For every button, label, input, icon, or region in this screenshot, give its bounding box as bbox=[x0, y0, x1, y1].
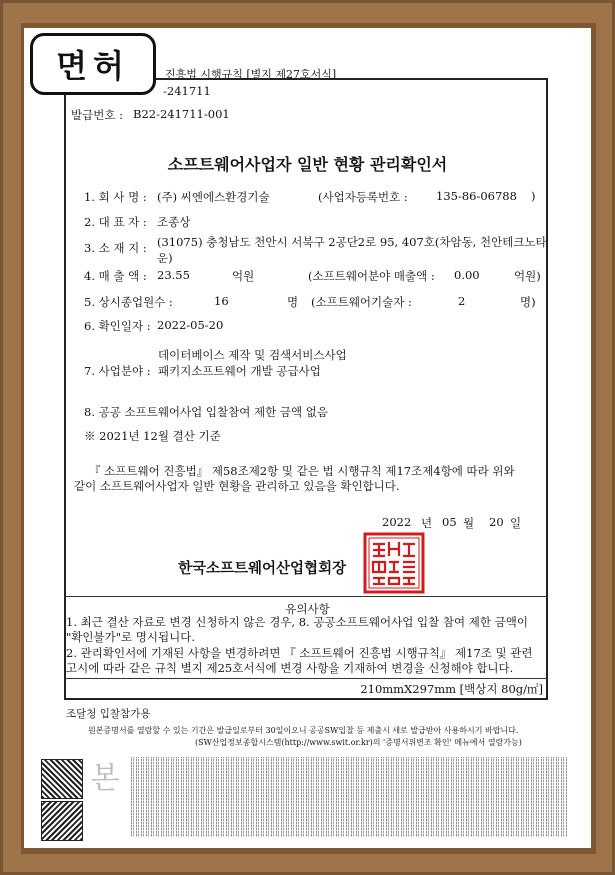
issue-day: 20 bbox=[489, 515, 504, 529]
issue-day-unit: 일 bbox=[510, 516, 522, 530]
address-line2: 운) bbox=[157, 251, 173, 265]
ceo-name: 조종상 bbox=[157, 215, 191, 229]
sw-sales-value: 0.00 bbox=[454, 268, 480, 282]
business-field-label: 7. 사업분야 : bbox=[84, 364, 151, 378]
note-2b: 고시에 따라 같은 규칙 별지 제25호서식에 변경 사항을 기재하여 변경을 신청해야 합니다. bbox=[66, 661, 514, 675]
confirm-date: 2022-05-20 bbox=[157, 318, 224, 332]
official-seal-icon bbox=[363, 532, 425, 594]
statement-line1: 『 소프트웨어 진흥법』 제58조제2항 및 같은 법 시행규칙 제17조제4항에 따라 위와 bbox=[89, 464, 515, 478]
confirm-date-label: 6. 확인일자 : bbox=[84, 319, 151, 333]
sw-engineers-label: (소프트웨어기술자 : bbox=[311, 295, 412, 309]
footer-notice-2: (SW산업정보종합시스템(http://www.swit.or.kr)의 '증명서위변조 확인' 메뉴에서 열람가능) bbox=[195, 738, 522, 747]
sw-engineers-unit: 명) bbox=[520, 295, 536, 309]
company-label: 1. 회 사 명 : bbox=[84, 190, 147, 204]
notes-title: 유의사항 bbox=[285, 602, 330, 616]
size-separator bbox=[64, 678, 548, 679]
paper-size: 210mmX297mm [백상지 80g/㎡] bbox=[360, 682, 543, 696]
notes-separator bbox=[64, 596, 548, 597]
statement-line2: 같이 소프트웨어사업자 일반 현황을 관리하고 있음을 확인합니다. bbox=[74, 479, 400, 493]
employees-value: 16 bbox=[214, 294, 229, 308]
sw-engineers-value: 2 bbox=[458, 294, 466, 308]
license-badge: 면허 bbox=[30, 33, 156, 95]
regulation-header: 진흥법 시행규칙 [별지 제27호서식] bbox=[165, 68, 337, 81]
issue-year-unit: 년 bbox=[421, 516, 433, 530]
doc-number: -241711 bbox=[163, 84, 211, 98]
bizno: 135-86-06788 bbox=[436, 189, 517, 203]
note-1a: 1. 최근 결산 자료로 변경 신청하지 않은 경우, 8. 공공소프트웨어사업 입찰 참여 제한 금액이 bbox=[66, 615, 528, 629]
qr-code-icon bbox=[41, 759, 83, 799]
business-field-2: 패키지소프트웨어 개발 공급사업 bbox=[158, 364, 321, 378]
issue-number-label: 발급번호 : bbox=[71, 108, 123, 122]
sales-unit: 억원 bbox=[232, 269, 255, 283]
purpose: 조달청 입찰참가용 bbox=[66, 708, 151, 720]
address-label: 3. 소 재 지 : bbox=[84, 241, 147, 255]
employees-label: 5. 상시종업원수 : bbox=[84, 295, 173, 309]
bid-limit: 8. 공공 소프트웨어사업 입찰참여 제한 금액 없음 bbox=[84, 405, 328, 419]
note-1b: "확인불가"로 명시됩니다. bbox=[66, 630, 195, 644]
qr-code-icon-2 bbox=[41, 801, 83, 841]
barcode-overlay bbox=[131, 757, 567, 837]
address-line1: (31075) 충청남도 천안시 서북구 2공단2로 95, 407호(차암동, 천안테크노타 bbox=[157, 235, 547, 249]
document-title: 소프트웨어사업자 일반 현황 관리확인서 bbox=[167, 155, 448, 174]
company-name: (주) 씨엔에스환경기술 bbox=[157, 190, 270, 204]
bizno-close: ) bbox=[531, 189, 536, 203]
issue-month: 05 bbox=[442, 515, 457, 529]
ceo-label: 2. 대 표 자 : bbox=[84, 215, 147, 229]
business-field-1: 데이터베이스 제작 및 검색서비스사업 bbox=[158, 348, 347, 362]
bizno-label: (사업자등록번호 : bbox=[318, 190, 408, 204]
sw-sales-label: (소프트웨어분야 매출액 : bbox=[308, 269, 435, 283]
sales-value: 23.55 bbox=[157, 268, 190, 282]
settlement-basis: ※ 2021년 12월 결산 기준 bbox=[84, 429, 221, 443]
sales-label: 4. 매 출 액 : bbox=[84, 269, 147, 283]
footer-notice-1: 원본증명서를 열람할 수 있는 기간은 발급일로부터 30일이오니 공공SW입찰 등 제출시 새로 발급받아 사용하시기 바랍니다. bbox=[88, 726, 519, 735]
issue-year: 2022 bbox=[382, 515, 412, 529]
employees-unit: 명 bbox=[287, 295, 299, 309]
watermark-icon: 본 bbox=[90, 761, 120, 796]
issue-month-unit: 월 bbox=[463, 516, 475, 530]
issuer-name: 한국소프트웨어산업협회장 bbox=[178, 560, 347, 577]
note-2a: 2. 관리확인서에 기재된 사항을 변경하려면 『 소프트웨어 진흥법 시행규칙』 제17조 및 관련 bbox=[66, 646, 533, 660]
sw-sales-unit: 억원) bbox=[514, 269, 541, 283]
issue-number: B22-241711-001 bbox=[133, 107, 230, 121]
